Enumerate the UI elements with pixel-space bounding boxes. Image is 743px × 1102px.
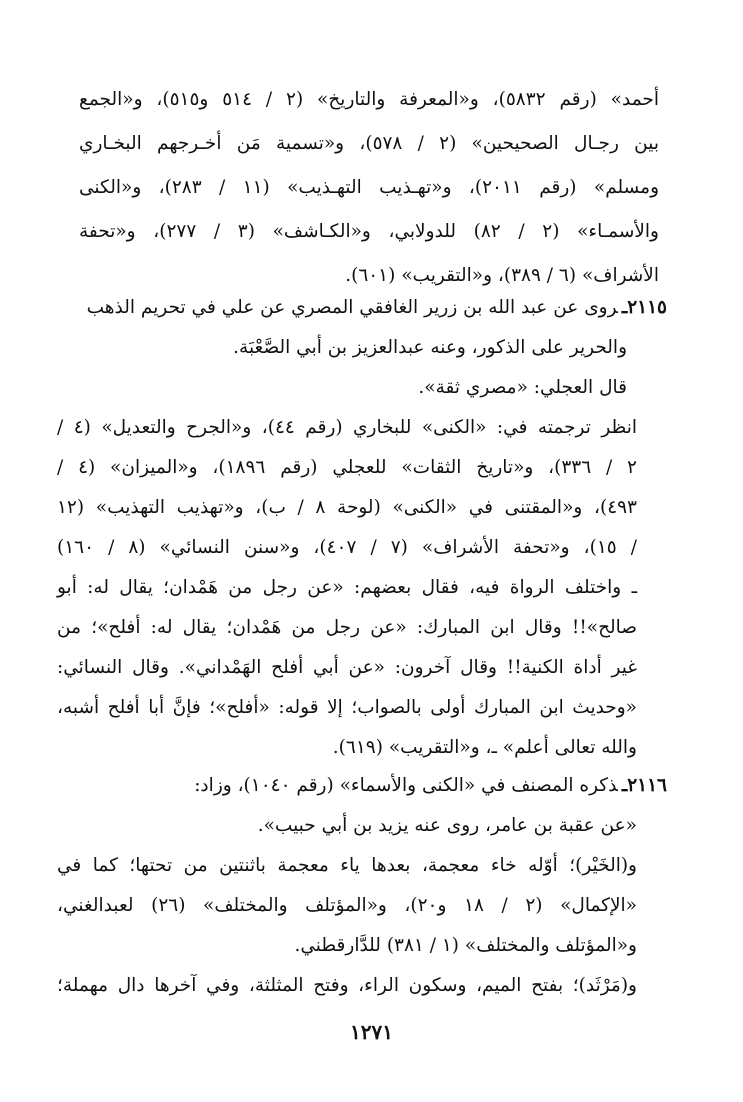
text-line: غير أداة الكنية!! وقال آخرون: «عن أبي أفلح الهَمْداني». وقال النسائي: [57, 657, 637, 678]
entry-text: روى عن عبد الله بن زرير الغافقي المصري عن علي في تحريم الذهب [86, 297, 618, 318]
text-line: ٤٩٣)، و«المقتنى في «الكنى» (لوحة ٨ / ب)، و«تهذيب التهذيب» (١٢ [57, 497, 637, 518]
text-line: و(الخَيْر)؛ أوّله خاء معجمة، بعدها ياء معجمة باثنتين من تحتها؛ كما في [57, 855, 637, 876]
page-number: ١٢٧١ [350, 1020, 393, 1044]
text-line: الأشراف» (٦ / ٣٨٩)، و«التقريب» (٦٠١). [345, 265, 659, 286]
text-line: والله تعالى أعلم» ـ، و«التقريب» (٦١٩). [332, 737, 637, 758]
text-line: «عن عقبة بن عامر، روى عنه يزيد بن أبي حبيب». [257, 815, 637, 836]
text-line: أحمد» (رقم ٥٨٣٢)، و«المعرفة والتاريخ» (٢ / ٥١٤ و٥١٥)، و«الجمع [79, 89, 659, 110]
text-line: بين رجـال الصحيحين» (٢ / ٥٧٨)، و«تسمية مَن أخـرجهم البخـاري [79, 133, 659, 154]
entry-number: ٢١١٦ـ [621, 775, 667, 796]
text-line: «وحديث ابن المبارك أولى بالصواب؛ إلا قوله: «أفلح»؛ فإنَّ أبا أفلح أشبه، [57, 697, 637, 718]
text-line: انظر ترجمته في: «الكنى» للبخاري (رقم ٤٤)، و«الجرح والتعديل» (٤ / [57, 417, 638, 438]
entry-text: ذكره المصنف في «الكنى والأسماء» (رقم ١٠٤٠)، وزاد: [194, 775, 618, 796]
text-line: صالح»!! وقال ابن المبارك: «عن رجل من هَمْدان؛ يقال له: أفلح»؛ من [57, 617, 637, 638]
entry-number: ٢١١٥ـ [621, 297, 667, 318]
text-line: قال العجلي: «مصري ثقة». [418, 377, 627, 398]
text-line: ٢ / ٣٣٦)، و«تاريخ الثقات» للعجلي (رقم ١٨٩٦)، و«الميزان» (٤ / [57, 457, 637, 478]
text-line: «الإكمال» (٢ / ١٨ و٢٠)، و«المؤتلف والمختلف» (٢٦) لعبدالغني، [57, 895, 637, 916]
text-line: و(مَرْثَد)؛ بفتح الميم، وسكون الراء، وفتح المثلثة، وفي آخرها دال مهملة؛ [57, 975, 637, 996]
text-line: والحرير على الذكور، وعنه عبدالعزيز بن أبي الصَّعْبَة. [233, 337, 627, 358]
text-line: ـ واختلف الرواة فيه، فقال بعضهم: «عن رجل من هَمْدان؛ يقال له: أبو [57, 577, 637, 598]
text-line: و«المؤتلف والمختلف» (١ / ٣٨١) للدَّارقطني. [294, 935, 637, 956]
entry-first-line [87, 290, 667, 326]
text-line: والأسمـاء» (٢ / ٨٢) للدولابي، و«الكـاشف» (٣ / ٢٧٧)، و«تحفة [79, 221, 659, 242]
text-line: ومسلم» (رقم ٢٠١١)، و«تهـذيب التهـذيب» (١١ / ٢٨٣)، و«الكنى [79, 177, 660, 198]
text-line: / ١٥)، و«تحفة الأشراف» (٧ / ٤٠٧)، و«سنن النسائي» (٨ / ١٦٠) [57, 537, 637, 558]
entry-first-line [194, 768, 667, 804]
